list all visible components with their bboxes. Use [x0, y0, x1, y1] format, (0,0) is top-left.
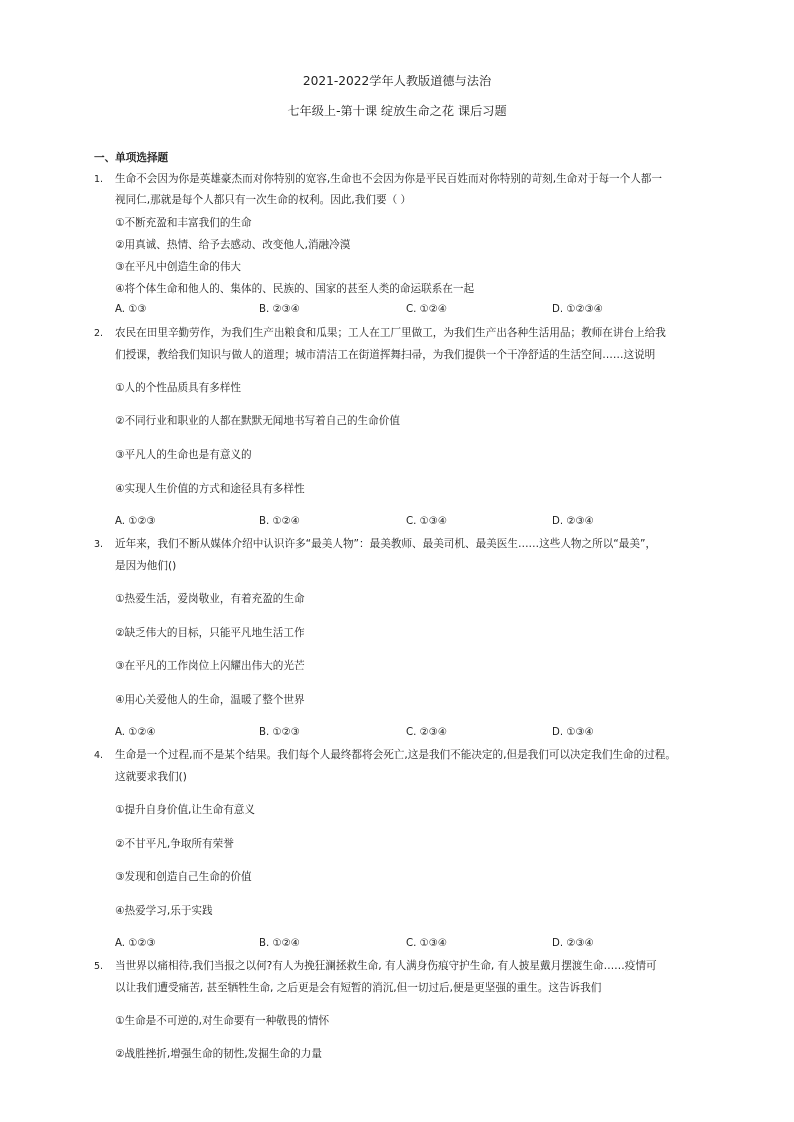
statement-item: ①不断充盈和丰富我们的生命 [115, 217, 252, 229]
page-title: 2021-2022学年人教版道德与法治 [302, 74, 492, 88]
choice-c[interactable]: C. ①②④ [406, 304, 447, 315]
question-stem-line: 视同仁,那就是每个人都只有一次生命的权利。因此,我们要（ ） [115, 194, 412, 206]
question-stem-line: 是因为他们() [115, 560, 177, 572]
question-number: 2. [94, 328, 104, 339]
choice-c[interactable]: C. ①③④ [406, 938, 447, 949]
choice-b[interactable]: B. ②③④ [259, 304, 300, 315]
choice-a[interactable]: A. ①③ [115, 304, 147, 315]
choice-b[interactable]: B. ①②③ [259, 727, 300, 738]
choice-d[interactable]: D. ②③④ [552, 938, 594, 949]
statement-item: ③平凡人的生命也是有意义的 [115, 449, 252, 461]
statement-item: ③在平凡的工作岗位上闪耀出伟大的光芒 [115, 660, 305, 672]
statement-item: ④将个体生命和他人的、集体的、民族的、国家的甚至人类的命运联系在一起 [115, 283, 475, 295]
choice-a[interactable]: A. ①②③ [115, 516, 156, 527]
choice-a[interactable]: A. ①②④ [115, 727, 156, 738]
page-subtitle: 七年级上-第十课 绽放生命之花 课后习题 [287, 104, 507, 118]
statement-item: ②缺乏伟大的目标，只能平凡地生活工作 [115, 627, 305, 639]
question-number: 5. [94, 961, 104, 972]
statement-item: ③在平凡中创造生命的伟大 [115, 261, 242, 273]
question-stem-line: 农民在田里辛勤劳作，为我们生产出粮食和瓜果；工人在工厂里做工，为我们生产出各种生活用品；教师在讲台上给我 [115, 327, 666, 339]
choice-d[interactable]: D. ①②③④ [552, 304, 603, 315]
statement-item: ②用真诚、热情、给予去感动、改变他人,消融冷漠 [115, 239, 351, 251]
statement-item: ②战胜挫折,增强生命的韧性,发掘生命的力量 [115, 1048, 322, 1060]
question-stem-line: 生命是一个过程,而不是某个结果。我们每个人最终都将会死亡,这是我们不能决定的,但是我们可以决定我们生命的过程。 [115, 749, 676, 761]
choice-c[interactable]: C. ①③④ [406, 516, 447, 527]
question-number: 1. [94, 174, 104, 185]
choice-a[interactable]: A. ①②③ [115, 938, 156, 949]
question-stem-line: 这就要求我们() [115, 771, 187, 783]
question-stem-line: 当世界以痛相待,我们当报之以何?有人为挽狂澜拯救生命, 有人满身伤痕守护生命, 有人披星戴月摆渡生命……疫情可 [115, 960, 657, 972]
choice-d[interactable]: D. ①③④ [552, 727, 594, 738]
statement-item: ④实现人生价值的方式和途径具有多样性 [115, 483, 305, 495]
statement-item: ①生命是不可逆的,对生命要有一种敬畏的情怀 [115, 1015, 330, 1027]
statement-item: ②不同行业和职业的人都在默默无闻地书写着自己的生命价值 [115, 415, 400, 427]
choice-b[interactable]: B. ①②④ [259, 516, 300, 527]
choice-d[interactable]: D. ②③④ [552, 516, 594, 527]
question-stem-line: 们授课，教给我们知识与做人的道理；城市清洁工在街道挥舞扫帚，为我们提供一个干净舒适的生活空间……这说明 [115, 349, 656, 361]
statement-item: ②不甘平凡,争取所有荣誉 [115, 838, 234, 850]
question-stem-line: 生命不会因为你是英雄豪杰而对你特别的宽容,生命也不会因为你是平民百姓而对你特别的苛刻,生命对于每一个人都一 [115, 173, 663, 185]
statement-item: ③发现和创造自己生命的价值 [115, 871, 252, 883]
statement-item: ①人的个性品质具有多样性 [115, 382, 242, 394]
statement-item: ④用心关爱他人的生命，温暖了整个世界 [115, 694, 305, 706]
question-stem-line: 以让我们遭受痛苦, 甚至牺牲生命, 之后更是会有短暂的消沉,但一切过后,便是更坚强的重生。这告诉我们 [115, 982, 602, 994]
statement-item: ①提升自身价值,让生命有意义 [115, 804, 255, 816]
section-heading: 一、单项选择题 [94, 152, 169, 164]
choice-c[interactable]: C. ②③④ [406, 727, 447, 738]
statement-item: ①热爱生活，爱岗敬业，有着充盈的生命 [115, 593, 305, 605]
question-number: 4. [94, 750, 104, 761]
question-stem-line: 近年来，我们不断从媒体介绍中认识许多“最美人物”：最美教师、最美司机、最美医生……这些人物之所以“最美”， [115, 538, 657, 550]
statement-item: ④热爱学习,乐于实践 [115, 905, 213, 917]
question-number: 3. [94, 539, 104, 550]
choice-b[interactable]: B. ①②④ [259, 938, 300, 949]
